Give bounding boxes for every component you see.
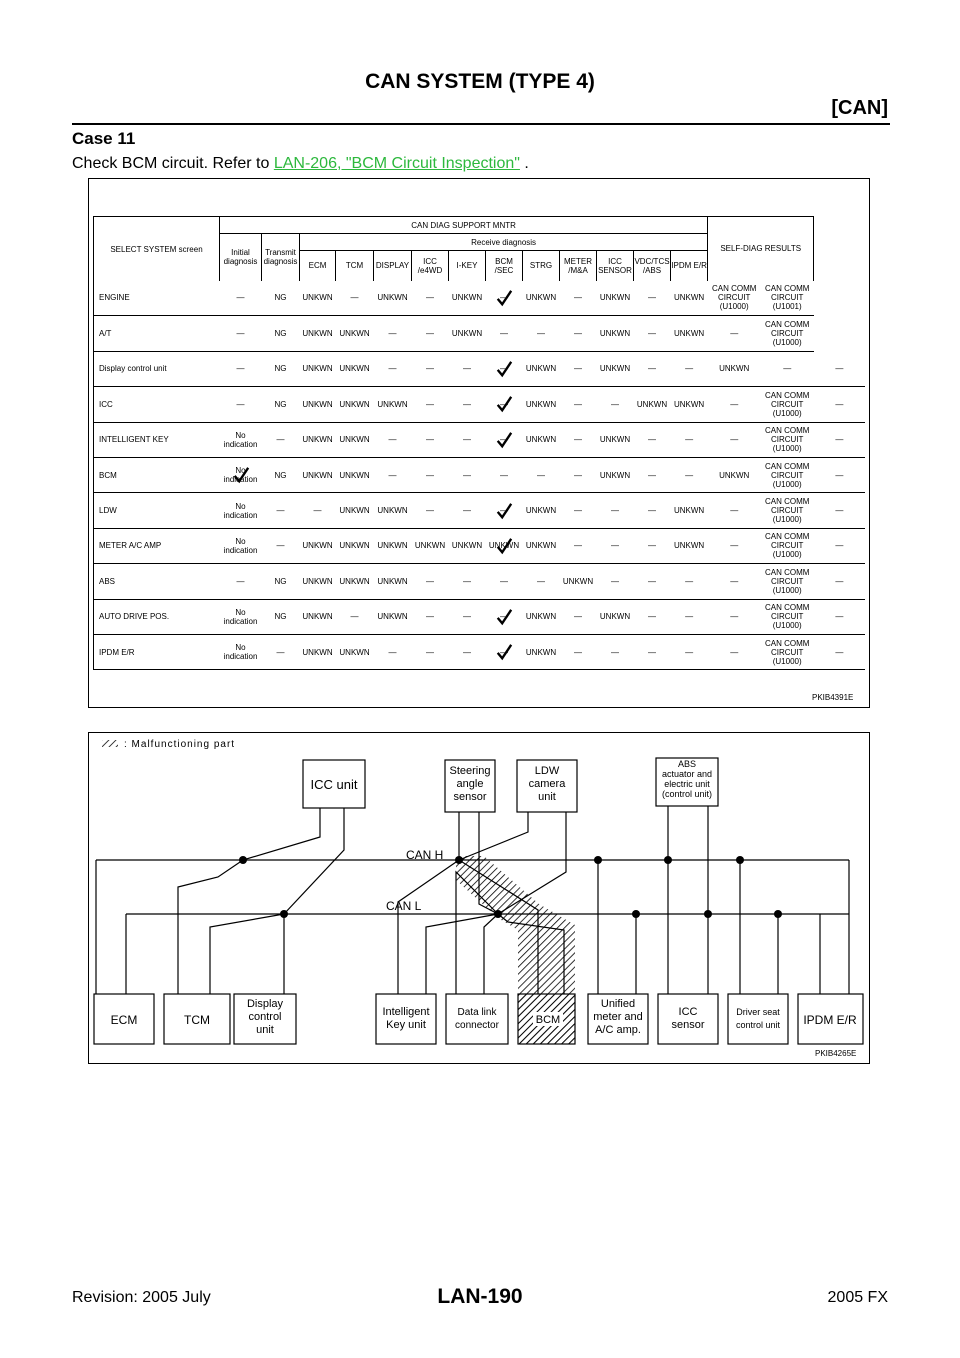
page-header-title: CAN SYSTEM (TYPE 4) [365,70,595,93]
header-rule [72,123,890,125]
receive-diag-cell: — [671,564,708,599]
receive-diag-cell: — [560,281,597,316]
receive-diag-cell: — [486,351,523,386]
svg-text:Driver seatcontrol unit: Driver seat control unit [735,1007,781,1030]
figure-code-table: PKIB4391E [812,693,854,702]
initial-diag-cell: — [220,316,262,351]
splice-dot [774,910,782,918]
svg-text:BCM: BCM [535,1014,561,1026]
receive-diag-cell: — [634,457,671,492]
receive-diag-cell: UNKWN [300,457,336,492]
self-diag-cell: — [814,634,865,669]
receive-diag-cell: UNKWN [597,281,634,316]
tcm-unit[interactable] [164,994,230,1044]
ldw-camera-unit[interactable] [517,760,577,812]
initial-diag-cell: No indication [220,493,262,528]
receive-diag-cell: — [671,634,708,669]
receive-diag-cell: UNKWN [300,351,336,386]
can-l-label: CAN L [386,899,422,913]
check-mark-icon [495,395,513,413]
self-diag-cell: — [814,351,865,386]
system-name-cell: AUTO DRIVE POS. [94,599,220,634]
instruction-prefix: Check BCM circuit. Refer to [72,155,274,172]
receive-diag-cell: UNKWN [336,316,374,351]
self-diag-cell: — [814,528,865,563]
receive-diag-cell: — [486,281,523,316]
receive-diag-cell: UNKWN [374,564,412,599]
receive-diag-cell: — [634,564,671,599]
self-diag-cell: CAN COMM CIRCUIT (U1000) [761,387,814,422]
svg-text:TCM: TCM [184,1013,210,1027]
splice-dot [664,856,672,864]
splice-dot [280,910,288,918]
receive-diag-cell: — [374,634,412,669]
receive-diag-cell: — [560,351,597,386]
col-i-key: I-KEY [449,251,486,281]
system-name-cell: ENGINE [94,281,220,316]
splice-dot [632,910,640,918]
table-row [94,528,866,563]
svg-text:Steeringanglesensor: Steering angle sensor [449,765,491,803]
receive-diag-cell: UNKWN [523,281,560,316]
receive-diag-cell: — [560,316,597,351]
receive-diag-header: Receive diagnosis [300,234,708,251]
receive-diag-cell: UNKWN [336,493,374,528]
receive-diag-cell: — [486,387,523,422]
legend-label: : Malfunctioning part [124,739,236,750]
receive-diag-cell: — [523,564,560,599]
receive-diag-cell: UNKWN [300,634,336,669]
col-icc-sensor: ICC SENSOR [597,251,634,281]
steering-angle-sensor[interactable] [445,760,495,812]
receive-diag-cell: — [671,422,708,457]
receive-diag-cell: UNKWN [671,528,708,563]
receive-diag-cell: UNKWN [523,634,560,669]
receive-diag-cell: UNKWN [336,564,374,599]
initial-diag-cell: — [220,281,262,316]
receive-diag-cell: UNKWN [300,387,336,422]
unified-meter-unit[interactable] [588,994,648,1044]
transmit-diag-cell: NG [262,599,300,634]
receive-diag-cell: UNKWN [634,387,671,422]
receive-diag-cell: UNKWN [560,564,597,599]
svg-text:ICC unit: ICC unit [310,777,358,792]
receive-diag-cell: — [449,457,486,492]
receive-diag-cell: UNKWN [374,528,412,563]
self-diag-cell: — [708,528,761,563]
receive-diag-cell: — [634,351,671,386]
splice-dot [594,856,602,864]
receive-diag-cell: — [412,316,449,351]
instruction-text [72,155,529,173]
col-tcm: TCM [336,251,374,281]
transmit-diag-header: Transmit diagnosis [262,234,300,281]
receive-diag-cell: — [560,528,597,563]
table-row [94,493,866,528]
receive-diag-cell: — [597,493,634,528]
receive-diag-cell: — [634,316,671,351]
data-link-connector[interactable] [446,994,508,1044]
receive-diag-cell: — [412,564,449,599]
receive-diag-cell: UNKWN [336,422,374,457]
receive-diag-cell: — [597,528,634,563]
receive-diag-cell: — [671,599,708,634]
receive-diag-cell: UNKWN [671,316,708,351]
receive-diag-cell: UNKWN [336,457,374,492]
receive-diag-cell: UNKWN [597,351,634,386]
receive-diag-cell: — [597,564,634,599]
malfunction-area [456,856,575,994]
receive-diag-cell: UNKWN [336,634,374,669]
receive-diag-cell: UNKWN [597,316,634,351]
receive-diag-cell: UNKWN [374,493,412,528]
diagnosis-table [93,216,865,670]
check-mark-icon [495,431,513,449]
receive-diag-cell: UNKWN [671,387,708,422]
self-diag-cell: — [814,457,865,492]
initial-diag-cell: — [220,387,262,422]
self-diag-cell: UNKWN [708,351,761,386]
receive-diag-cell: — [374,316,412,351]
dlc-wire-l [484,914,498,994]
receive-diag-cell: — [486,634,523,669]
receive-diag-cell: UNKWN [486,528,523,563]
display-control-unit[interactable] [234,994,296,1044]
icc-unit[interactable] [303,760,365,808]
receive-diag-cell: — [634,422,671,457]
reference-link[interactable]: LAN-206, "BCM Circuit Inspection" [273,155,520,172]
receive-diag-cell: — [449,351,486,386]
receive-diag-cell: — [634,528,671,563]
check-mark-icon [495,643,513,661]
transmit-diag-cell: NG [262,351,300,386]
self-diag-cell: — [708,564,761,599]
self-diag-cell: — [708,599,761,634]
table-row [94,351,866,386]
self-diag-cell: — [708,493,761,528]
initial-diag-cell: No indication [220,599,262,634]
transmit-diag-cell: — [262,422,300,457]
col-display: DISPLAY [374,251,412,281]
self-diag-cell: CAN COMM CIRCUIT (U1000) [761,564,814,599]
system-name-cell: METER A/C AMP [94,528,220,563]
wiring-diagram [88,732,870,1064]
table-row [94,387,866,422]
receive-diag-cell: UNKWN [336,351,374,386]
self-diag-cell: — [814,599,865,634]
receive-diag-cell: UNKWN [523,422,560,457]
transmit-diag-cell: — [262,634,300,669]
self-diag-cell: CAN COMM CIRCUIT (U1000) [761,316,814,351]
self-diag-cell: — [761,351,814,386]
self-diag-cell: — [708,422,761,457]
receive-diag-cell: — [560,634,597,669]
receive-diag-cell: — [634,281,671,316]
self-diag-cell: — [814,387,865,422]
col-ecm: ECM [300,251,336,281]
receive-diag-cell: — [374,351,412,386]
svg-text:IntelligentKey unit: Intelligent Key unit [382,1006,430,1031]
intelligent-key-unit[interactable] [376,994,436,1044]
receive-diag-cell: — [449,599,486,634]
system-name-cell: ICC [94,387,220,422]
system-name-cell: INTELLIGENT KEY [94,422,220,457]
self-diag-cell: CAN COMM CIRCUIT (U1000) [761,599,814,634]
abs-actuator-unit[interactable] [656,758,718,806]
receive-diag-cell: — [449,493,486,528]
receive-diag-cell: — [412,351,449,386]
receive-diag-cell: UNKWN [671,493,708,528]
splice-dot [736,856,744,864]
receive-diag-cell: — [634,634,671,669]
transmit-diag-cell: NG [262,457,300,492]
receive-diag-cell: UNKWN [374,599,412,634]
receive-diag-cell: UNKWN [300,281,336,316]
self-diag-header: SELF-DIAG RESULTS [708,217,814,281]
ldw-wire-h [459,812,528,860]
transmit-diag-cell: — [262,528,300,563]
self-diag-cell: CAN COMM CIRCUIT (U1000) [761,493,814,528]
initial-diag-cell: No indication [220,457,262,492]
receive-diag-cell: UNKWN [412,528,449,563]
receive-diag-cell: UNKWN [671,281,708,316]
instruction-suffix: . [519,155,529,172]
receive-diag-cell: UNKWN [336,387,374,422]
transmit-diag-cell: NG [262,387,300,422]
self-diag-cell: CAN COMM CIRCUIT (U1000) [761,528,814,563]
self-diag-cell: — [708,387,761,422]
receive-diag-cell: — [671,351,708,386]
receive-diag-cell: UNKWN [300,316,336,351]
table-row [94,457,866,492]
receive-diag-cell: — [486,422,523,457]
case-title: Case 11 [72,129,136,148]
receive-diag-cell: UNKWN [300,528,336,563]
receive-diag-cell: — [412,281,449,316]
initial-diag-header: Initial diagnosis [220,234,262,281]
table-row [94,422,866,457]
icc-sensor-unit[interactable] [658,994,718,1044]
self-diag-cell: CAN COMM CIRCUIT (U1000) [761,422,814,457]
self-diag-cell: UNKWN [708,457,761,492]
self-diag-cell: — [814,422,865,457]
receive-diag-cell: UNKWN [449,316,486,351]
driver-seat-control-unit[interactable] [728,994,788,1044]
receive-diag-cell: — [412,387,449,422]
receive-diag-cell: — [560,493,597,528]
transmit-diag-cell: NG [262,564,300,599]
ikey-wire-l [426,914,498,994]
receive-diag-cell: UNKWN [300,564,336,599]
self-diag-cell: — [814,493,865,528]
check-mark-icon [495,289,513,307]
initial-diag-cell: — [220,351,262,386]
self-diag-cell: CAN COMM CIRCUIT (U1001) [761,281,814,316]
self-diag-cell: CAN COMM CIRCUIT (U1000) [761,634,814,669]
receive-diag-cell: — [449,387,486,422]
col-strg: STRG [523,251,560,281]
legend-hatch-swatch [102,740,118,747]
ecm-unit[interactable] [94,994,154,1044]
receive-diag-cell: — [374,422,412,457]
check-mark-icon [495,502,513,520]
receive-diag-cell: UNKWN [523,351,560,386]
receive-diag-cell: UNKWN [523,493,560,528]
initial-diag-cell: — [220,564,262,599]
footer-page-number: LAN-190 [437,1285,523,1308]
receive-diag-cell: UNKWN [523,528,560,563]
transmit-diag-cell: NG [262,316,300,351]
check-mark-icon [495,360,513,378]
receive-diag-cell: — [671,457,708,492]
receive-diag-cell: UNKWN [336,528,374,563]
col-icc-e4wd: ICC /e4WD [412,251,449,281]
receive-diag-cell: — [374,457,412,492]
receive-diag-cell: UNKWN [374,387,412,422]
table-row [94,281,866,316]
can-h-label: CAN H [406,848,444,862]
check-mark-icon [232,466,250,484]
receive-diag-cell: — [486,457,523,492]
svg-text:Unifiedmeter andA/C amp.: Unified meter and A/C amp. [593,998,643,1036]
receive-diag-cell: — [597,387,634,422]
system-name-cell: IPDM E/R [94,634,220,669]
tcm-wire-l [210,914,284,994]
splice-dot [239,856,247,864]
receive-diag-cell: — [486,316,523,351]
self-diag-cell: — [708,634,761,669]
receive-diag-cell: — [523,457,560,492]
col-bcm-sec: BCM /SEC [486,251,523,281]
receive-diag-cell: — [336,281,374,316]
receive-diag-cell: — [486,599,523,634]
splice-dot [704,910,712,918]
footer-revision: Revision: 2005 July [72,1289,211,1306]
figure-code-wiring: PKIB4265E [815,1049,857,1058]
receive-diag-cell: — [597,634,634,669]
system-name-cell: BCM [94,457,220,492]
svg-text:IPDM E/R: IPDM E/R [803,1013,857,1027]
svg-text:ECM: ECM [110,1013,138,1027]
system-name-cell: LDW [94,493,220,528]
svg-text:ABSactuator andelectric unit(c: ABS actuator and electric unit (control unit) [661,759,713,799]
receive-diag-cell: — [412,457,449,492]
initial-diag-cell: No indication [220,422,262,457]
table-row [94,316,866,351]
receive-diag-cell: UNKWN [300,422,336,457]
table-row [94,599,866,634]
table-row [94,564,866,599]
receive-diag-cell: — [560,599,597,634]
receive-diag-cell: — [300,493,336,528]
receive-diag-cell: — [412,599,449,634]
receive-diag-cell: UNKWN [523,599,560,634]
check-mark-icon [495,537,513,555]
initial-diag-cell: No indication [220,634,262,669]
transmit-diag-cell: — [262,493,300,528]
can-diag-header: CAN DIAG SUPPORT MNTR [220,217,708,234]
system-name-cell: A/T [94,316,220,351]
receive-diag-cell: — [486,493,523,528]
footer-model: 2005 FX [827,1289,888,1306]
receive-diag-cell: — [449,564,486,599]
select-system-header: SELECT SYSTEM screen [94,217,220,281]
receive-diag-cell: — [412,493,449,528]
receive-diag-cell: UNKWN [449,281,486,316]
ipdm-er-unit[interactable] [798,994,863,1044]
bcm-unit[interactable] [518,994,575,1044]
receive-diag-cell: — [560,422,597,457]
svg-text:LDWcameraunit: LDW camera unit [528,765,566,803]
table-row [94,634,866,669]
splice-dot [455,856,463,864]
svg-text:Displaycontrolunit: Display control unit [246,998,284,1036]
transmit-diag-cell: NG [262,281,300,316]
check-mark-icon [495,608,513,626]
svg-text:ICCsensor: ICC sensor [671,1006,705,1031]
col-meter-ma: METER /M&A [560,251,597,281]
receive-diag-cell: — [449,422,486,457]
receive-diag-cell: — [523,316,560,351]
system-name-cell: Display control unit [94,351,220,386]
self-diag-cell: — [708,316,761,351]
initial-diag-cell: No indication [220,528,262,563]
col-ipdm-er: IPDM E/R [671,251,708,281]
receive-diag-cell: UNKWN [597,599,634,634]
receive-diag-cell: — [449,634,486,669]
receive-diag-cell: UNKWN [449,528,486,563]
system-name-cell: ABS [94,564,220,599]
splice-dot [494,910,502,918]
receive-diag-cell: — [560,457,597,492]
receive-diag-cell: UNKWN [300,599,336,634]
receive-diag-cell: — [412,634,449,669]
section-label: [CAN] [831,97,888,119]
receive-diag-cell: UNKWN [597,422,634,457]
col-vdc-tcs-abs: VDC/TCS /ABS [634,251,671,281]
receive-diag-cell: — [486,564,523,599]
receive-diag-cell: UNKWN [374,281,412,316]
self-diag-cell: CAN COMM CIRCUIT (U1000) [708,281,761,316]
receive-diag-cell: UNKWN [597,457,634,492]
receive-diag-cell: UNKWN [523,387,560,422]
svg-text:Data linkconnector: Data link connector [455,1007,499,1031]
receive-diag-cell: — [336,599,374,634]
receive-diag-cell: — [634,599,671,634]
self-diag-cell: CAN COMM CIRCUIT (U1000) [761,457,814,492]
receive-diag-cell: — [634,493,671,528]
receive-diag-cell: — [412,422,449,457]
self-diag-cell: — [814,564,865,599]
receive-diag-cell: — [560,387,597,422]
